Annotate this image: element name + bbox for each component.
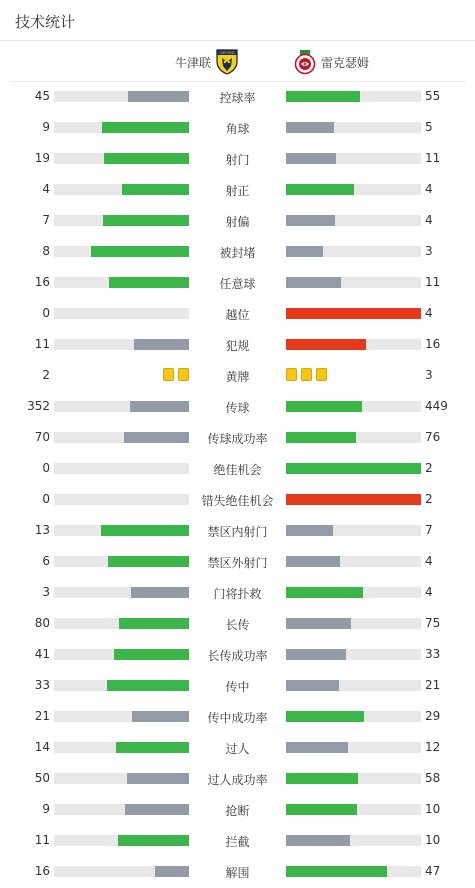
away-value: 55 xyxy=(425,89,441,103)
home-value: 11 xyxy=(34,833,50,847)
stat-row xyxy=(0,484,475,515)
stat-label: 禁区内射门 xyxy=(207,525,268,539)
home-bar-track xyxy=(54,184,189,195)
yellow-card-icon xyxy=(178,368,189,381)
yellow-card-icon xyxy=(286,368,297,381)
home-value: 50 xyxy=(34,771,50,785)
stat-label: 射偏 xyxy=(225,215,250,229)
home-bar-track xyxy=(54,277,189,288)
home-value: 70 xyxy=(34,430,50,444)
home-bar-fill xyxy=(119,618,189,629)
away-bar-fill xyxy=(286,804,357,815)
home-bar-fill xyxy=(155,866,189,877)
home-value: 16 xyxy=(34,275,50,289)
stat-row xyxy=(0,856,475,887)
away-bar-fill xyxy=(286,866,387,877)
away-value: 2 xyxy=(425,461,433,475)
home-value: 6 xyxy=(42,554,50,568)
away-value: 75 xyxy=(425,616,441,630)
home-value: 0 xyxy=(42,461,50,475)
away-bar-fill xyxy=(286,618,351,629)
yellow-card-icon xyxy=(316,368,327,381)
home-bar-fill xyxy=(128,91,189,102)
teams-header xyxy=(10,42,466,82)
away-value: 33 xyxy=(425,647,441,661)
away-bar-track xyxy=(286,432,421,443)
home-bar-fill xyxy=(134,339,189,350)
away-value: 10 xyxy=(425,833,441,847)
away-bar-track xyxy=(286,463,421,474)
home-value: 16 xyxy=(34,864,50,878)
home-bar-fill xyxy=(132,711,189,722)
stat-row xyxy=(0,329,475,360)
home-value: 4 xyxy=(42,182,50,196)
stat-row xyxy=(0,608,475,639)
oxford-united-crest-icon xyxy=(216,49,238,75)
stat-row xyxy=(0,205,475,236)
home-bar-fill xyxy=(91,246,189,257)
away-bar-track xyxy=(286,556,421,567)
stat-label: 绝佳机会 xyxy=(213,463,262,477)
home-value: 11 xyxy=(34,337,50,351)
stat-label: 过人成功率 xyxy=(207,773,268,787)
away-yellow-cards xyxy=(286,368,327,381)
away-bar-track xyxy=(286,215,421,226)
home-bar-fill xyxy=(130,401,189,412)
home-value: 41 xyxy=(34,647,50,661)
home-value: 8 xyxy=(42,244,50,258)
stat-row xyxy=(0,174,475,205)
stat-label: 犯规 xyxy=(225,339,250,353)
away-bar-fill xyxy=(286,742,348,753)
home-team-name: 牛津联 xyxy=(174,55,211,70)
away-bar-track xyxy=(286,649,421,660)
home-bar-track xyxy=(54,494,189,505)
home-bar-track xyxy=(54,835,189,846)
away-bar-fill xyxy=(286,680,339,691)
yellow-card-icon xyxy=(163,368,174,381)
stat-row xyxy=(0,763,475,794)
stat-row xyxy=(0,825,475,856)
away-bar-track xyxy=(286,835,421,846)
home-value: 352 xyxy=(27,399,50,413)
away-bar-track xyxy=(286,680,421,691)
stat-label: 射门 xyxy=(225,153,250,167)
away-bar-fill xyxy=(286,215,335,226)
away-bar-track xyxy=(286,711,421,722)
stat-label: 任意球 xyxy=(219,277,256,291)
away-bar-track xyxy=(286,277,421,288)
away-value: 16 xyxy=(425,337,441,351)
away-bar-track xyxy=(286,618,421,629)
stat-row xyxy=(0,112,475,143)
home-bar-track xyxy=(54,525,189,536)
home-bar-track xyxy=(54,773,189,784)
away-value: 4 xyxy=(425,306,433,320)
away-value: 3 xyxy=(425,368,433,382)
away-value: 29 xyxy=(425,709,441,723)
stat-label: 黄牌 xyxy=(225,370,250,384)
stat-label: 错失绝佳机会 xyxy=(201,494,274,508)
home-bar-track xyxy=(54,463,189,474)
away-bar-fill xyxy=(286,339,366,350)
away-bar-track xyxy=(286,308,421,319)
stat-label: 长传 xyxy=(225,618,250,632)
home-bar-track xyxy=(54,866,189,877)
home-bar-fill xyxy=(131,587,189,598)
home-bar-fill xyxy=(116,742,189,753)
away-bar-fill xyxy=(286,184,354,195)
away-bar-fill xyxy=(286,525,333,536)
away-bar-track xyxy=(286,153,421,164)
stat-label: 射正 xyxy=(225,184,250,198)
away-bar-fill xyxy=(286,556,340,567)
away-bar-fill xyxy=(286,494,421,505)
home-bar-track xyxy=(54,401,189,412)
away-bar-fill xyxy=(286,91,360,102)
stat-row xyxy=(0,391,475,422)
home-value: 0 xyxy=(42,492,50,506)
home-value: 0 xyxy=(42,306,50,320)
home-bar-fill xyxy=(122,184,190,195)
away-value: 4 xyxy=(425,585,433,599)
stat-row xyxy=(0,515,475,546)
away-bar-track xyxy=(286,339,421,350)
stat-row xyxy=(0,298,475,329)
home-bar-track xyxy=(54,246,189,257)
stat-label: 传球成功率 xyxy=(207,432,268,446)
away-bar-track xyxy=(286,91,421,102)
away-value: 2 xyxy=(425,492,433,506)
stat-row xyxy=(0,732,475,763)
home-bar-track xyxy=(54,587,189,598)
stat-row xyxy=(0,701,475,732)
away-bar-fill xyxy=(286,122,334,133)
home-bar-track xyxy=(54,680,189,691)
stat-row xyxy=(0,422,475,453)
away-value: 7 xyxy=(425,523,433,537)
home-value: 45 xyxy=(34,89,50,103)
home-bar-fill xyxy=(125,804,189,815)
stat-label: 控球率 xyxy=(219,91,256,105)
away-bar-fill xyxy=(286,835,350,846)
wrexham-crest-icon xyxy=(294,49,316,75)
away-bar-fill xyxy=(286,587,363,598)
home-bar-fill xyxy=(114,649,189,660)
away-bar-track xyxy=(286,122,421,133)
away-bar-track xyxy=(286,401,421,412)
stat-label: 角球 xyxy=(225,122,250,136)
home-value: 7 xyxy=(42,213,50,227)
home-bar-fill xyxy=(101,525,189,536)
stat-label: 被封堵 xyxy=(219,246,256,260)
away-bar-track xyxy=(286,494,421,505)
home-bar-fill xyxy=(102,122,189,133)
home-bar-track xyxy=(54,711,189,722)
away-value: 12 xyxy=(425,740,441,754)
away-value: 47 xyxy=(425,864,441,878)
home-value: 2 xyxy=(42,368,50,382)
home-bar-track xyxy=(54,432,189,443)
page-title: 技术统计 xyxy=(15,13,76,31)
stat-label: 传球 xyxy=(225,401,250,415)
away-value: 76 xyxy=(425,430,441,444)
home-bar-track xyxy=(54,339,189,350)
stat-row xyxy=(0,453,475,484)
home-value: 9 xyxy=(42,120,50,134)
home-bar-fill xyxy=(107,680,189,691)
stat-label: 传中成功率 xyxy=(207,711,268,725)
away-bar-track xyxy=(286,773,421,784)
away-team[interactable] xyxy=(294,42,369,82)
away-bar-track xyxy=(286,742,421,753)
stat-label: 解围 xyxy=(225,866,250,880)
home-bar-track xyxy=(54,215,189,226)
away-value: 11 xyxy=(425,151,441,165)
stat-label: 禁区外射门 xyxy=(207,556,268,570)
stat-label: 过人 xyxy=(225,742,250,756)
stat-row xyxy=(0,267,475,298)
stat-row xyxy=(0,794,475,825)
home-bar-fill xyxy=(108,556,189,567)
home-value: 33 xyxy=(34,678,50,692)
away-bar-fill xyxy=(286,308,421,319)
stat-row xyxy=(0,81,475,112)
stat-row xyxy=(0,236,475,267)
home-bar-track xyxy=(54,804,189,815)
home-value: 80 xyxy=(34,616,50,630)
away-value: 58 xyxy=(425,771,441,785)
home-bar-track xyxy=(54,308,189,319)
away-bar-track xyxy=(286,184,421,195)
yellow-card-icon xyxy=(301,368,312,381)
home-bar-fill xyxy=(103,215,189,226)
away-bar-track xyxy=(286,804,421,815)
stat-row xyxy=(0,143,475,174)
away-bar-fill xyxy=(286,463,421,474)
away-value: 5 xyxy=(425,120,433,134)
stat-label: 传中 xyxy=(225,680,250,694)
away-team-name: 雷克瑟姆 xyxy=(321,55,370,70)
home-value: 19 xyxy=(34,151,50,165)
away-bar-track xyxy=(286,525,421,536)
away-bar-track xyxy=(286,246,421,257)
away-value: 4 xyxy=(425,182,433,196)
stat-label: 拦截 xyxy=(225,835,250,849)
home-bar-fill xyxy=(118,835,189,846)
home-bar-track xyxy=(54,122,189,133)
home-value: 14 xyxy=(34,740,50,754)
home-value: 3 xyxy=(42,585,50,599)
away-bar-fill xyxy=(286,277,341,288)
away-bar-fill xyxy=(286,711,364,722)
away-bar-fill xyxy=(286,649,346,660)
away-value: 10 xyxy=(425,802,441,816)
home-bar-fill xyxy=(124,432,189,443)
stat-label: 抢断 xyxy=(225,804,250,818)
stat-label: 门将扑救 xyxy=(213,587,262,601)
home-bar-track xyxy=(54,618,189,629)
stat-row xyxy=(0,639,475,670)
header xyxy=(0,0,475,41)
home-bar-track xyxy=(54,742,189,753)
home-bar-fill xyxy=(104,153,189,164)
home-bar-track xyxy=(54,649,189,660)
away-bar-fill xyxy=(286,432,356,443)
away-bar-fill xyxy=(286,246,323,257)
away-value: 449 xyxy=(425,399,448,413)
away-value: 4 xyxy=(425,213,433,227)
home-bar-track xyxy=(54,91,189,102)
away-bar-track xyxy=(286,866,421,877)
away-value: 11 xyxy=(425,275,441,289)
home-value: 9 xyxy=(42,802,50,816)
home-bar-track xyxy=(54,153,189,164)
home-value: 13 xyxy=(34,523,50,537)
away-bar-fill xyxy=(286,153,336,164)
away-value: 3 xyxy=(425,244,433,258)
stat-row xyxy=(0,577,475,608)
stat-row xyxy=(0,546,475,577)
stat-label: 越位 xyxy=(225,308,250,322)
away-bar-fill xyxy=(286,401,362,412)
away-bar-fill xyxy=(286,773,358,784)
svg-text:OXFORD: OXFORD xyxy=(219,51,235,55)
home-bar-fill xyxy=(109,277,189,288)
away-value: 4 xyxy=(425,554,433,568)
away-value: 21 xyxy=(425,678,441,692)
home-bar-track xyxy=(54,556,189,567)
home-yellow-cards xyxy=(163,368,189,381)
home-team[interactable] xyxy=(175,42,238,82)
stat-row xyxy=(0,670,475,701)
stat-row xyxy=(0,360,475,391)
home-bar-fill xyxy=(127,773,190,784)
away-bar-track xyxy=(286,587,421,598)
stat-label: 长传成功率 xyxy=(207,649,268,663)
home-value: 21 xyxy=(34,709,50,723)
